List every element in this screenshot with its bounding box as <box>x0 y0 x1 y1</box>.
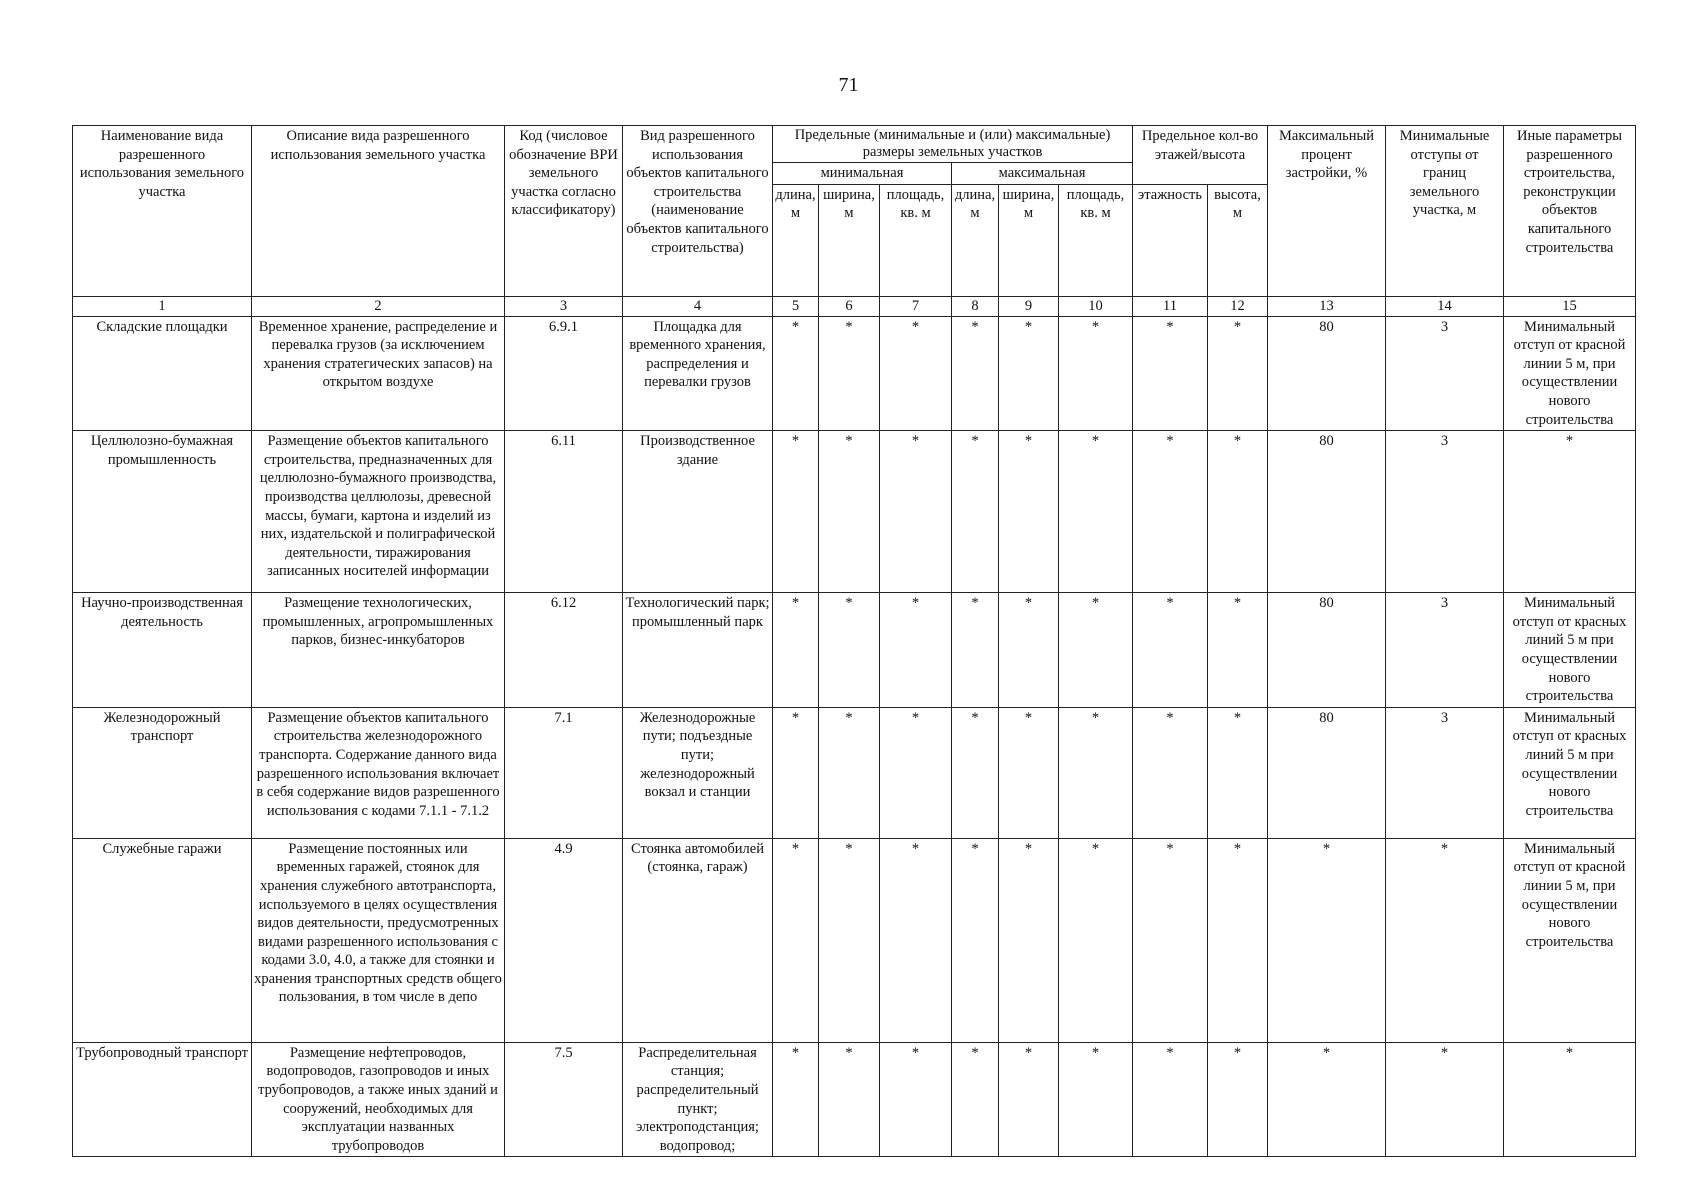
cell-other-params: Минимальный отступ от красной линии 5 м, при осуществлении нового строительства <box>1504 838 1636 1042</box>
cell-min-length: * <box>773 431 819 593</box>
cell-max-length: * <box>952 431 999 593</box>
cell-height: * <box>1208 431 1268 593</box>
cell-max-width: * <box>999 1042 1059 1157</box>
header-code: Код (числовое обозначение ВРИ земельного участка согласно классификатору) <box>505 126 623 297</box>
cell-name: Научно-производственная деятельность <box>73 593 252 708</box>
header-other-params: Иные параметры разрешенного строительства, реконструкции объектов капитального строительства <box>1504 126 1636 297</box>
cell-max-area: * <box>1059 431 1133 593</box>
cell-max-length: * <box>952 593 999 708</box>
cell-min-length: * <box>773 593 819 708</box>
column-number: 5 <box>773 296 819 316</box>
cell-other-params: Минимальный отступ от красной линии 5 м, при осуществлении нового строительства <box>1504 316 1636 431</box>
cell-max-percent: 80 <box>1268 431 1386 593</box>
header-row-1 <box>73 126 1636 163</box>
column-number: 14 <box>1386 296 1504 316</box>
cell-name: Железнодорожный транспорт <box>73 707 252 838</box>
cell-floors: * <box>1133 431 1208 593</box>
cell-max-area: * <box>1059 838 1133 1042</box>
cell-max-length: * <box>952 1042 999 1157</box>
cell-height: * <box>1208 838 1268 1042</box>
cell-min-width: * <box>819 838 880 1042</box>
cell-min-area: * <box>880 838 952 1042</box>
header-floors-height: Предельное кол-во этажей/высота <box>1133 126 1268 185</box>
cell-code: 4.9 <box>505 838 623 1042</box>
cell-floors: * <box>1133 1042 1208 1157</box>
cell-floors: * <box>1133 316 1208 431</box>
column-number-row <box>73 296 1636 316</box>
cell-name: Служебные гаражи <box>73 838 252 1042</box>
cell-code: 7.1 <box>505 707 623 838</box>
table-row <box>73 1042 1636 1157</box>
column-number: 1 <box>73 296 252 316</box>
header-object-type: Вид разрешенного использования объектов капитального строительства (наименование объектов капитального строительства) <box>623 126 773 297</box>
table-row <box>73 707 1636 838</box>
cell-min-width: * <box>819 1042 880 1157</box>
cell-name: Складские площадки <box>73 316 252 431</box>
cell-min-setback: * <box>1386 1042 1504 1157</box>
column-number: 9 <box>999 296 1059 316</box>
column-number: 11 <box>1133 296 1208 316</box>
header-min-length: длина, м <box>773 184 819 296</box>
page-number: 71 <box>838 74 859 96</box>
cell-min-length: * <box>773 316 819 431</box>
cell-floors: * <box>1133 593 1208 708</box>
cell-height: * <box>1208 707 1268 838</box>
cell-min-area: * <box>880 316 952 431</box>
column-number: 7 <box>880 296 952 316</box>
cell-max-percent: * <box>1268 1042 1386 1157</box>
cell-code: 7.5 <box>505 1042 623 1157</box>
cell-min-setback: * <box>1386 838 1504 1042</box>
cell-max-area: * <box>1059 593 1133 708</box>
cell-max-percent: 80 <box>1268 593 1386 708</box>
cell-min-length: * <box>773 838 819 1042</box>
column-number: 15 <box>1504 296 1636 316</box>
cell-code: 6.11 <box>505 431 623 593</box>
cell-max-percent: 80 <box>1268 707 1386 838</box>
cell-description: Размещение объектов капитального строительства железнодорожного транспорта. Содержание данного вида разрешенного использования включает в себя содержание видов разрешенного использования с кодами 7.1.1 - 7.1.2 <box>252 707 505 838</box>
cell-min-length: * <box>773 1042 819 1157</box>
cell-description: Размещение объектов капитального строительства, предназначенных для целлюлозно-бумажного производства, производства целлюлозы, древесной массы, бумаги, картона и изделий из них, издательской и полиграфической деятельности, тиражирования записанных носителей информации <box>252 431 505 593</box>
column-number: 2 <box>252 296 505 316</box>
header-name: Наименование вида разрешенного использования земельного участка <box>73 126 252 297</box>
cell-description: Размещение нефтепроводов, водопроводов, газопроводов и иных трубопроводов, а также иных зданий и сооружений, необходимых для эксплуатации названных трубопроводов <box>252 1042 505 1157</box>
cell-max-percent: * <box>1268 838 1386 1042</box>
column-number: 4 <box>623 296 773 316</box>
cell-height: * <box>1208 593 1268 708</box>
cell-max-width: * <box>999 707 1059 838</box>
header-max-length: длина, м <box>952 184 999 296</box>
header-min-setbacks: Минимальные отступы от границ земельного участка, м <box>1386 126 1504 297</box>
cell-min-width: * <box>819 707 880 838</box>
header-description: Описание вида разрешенного использования земельного участка <box>252 126 505 297</box>
cell-code: 6.12 <box>505 593 623 708</box>
cell-other-params: * <box>1504 1042 1636 1157</box>
cell-min-width: * <box>819 431 880 593</box>
cell-max-width: * <box>999 431 1059 593</box>
column-number: 3 <box>505 296 623 316</box>
cell-description: Размещение технологических, промышленных, агропромышленных парков, бизнес-инкубаторов <box>252 593 505 708</box>
cell-min-length: * <box>773 707 819 838</box>
header-minimal: минимальная <box>773 163 952 185</box>
cell-min-setback: 3 <box>1386 707 1504 838</box>
cell-other-params: Минимальный отступ от красных линий 5 м при осуществлении нового строительства <box>1504 707 1636 838</box>
land-use-table <box>72 125 1636 1157</box>
header-height: высота, м <box>1208 184 1268 296</box>
table-row <box>73 593 1636 708</box>
cell-max-area: * <box>1059 707 1133 838</box>
column-number: 13 <box>1268 296 1386 316</box>
header-max-area: площадь, кв. м <box>1059 184 1133 296</box>
cell-min-area: * <box>880 431 952 593</box>
cell-min-setback: 3 <box>1386 431 1504 593</box>
column-number: 8 <box>952 296 999 316</box>
header-max-width: ширина, м <box>999 184 1059 296</box>
column-number: 6 <box>819 296 880 316</box>
header-min-area: площадь, кв. м <box>880 184 952 296</box>
cell-description: Размещение постоянных или временных гаражей, стоянок для хранения служебного автотранспорта, используемого в целях осуществления видов деятельности, предусмотренных видами разрешенного использования с кодами 3.0, 4.0, а также для стоянки и хранения транспортных средств общего пользования, в том числе в депо <box>252 838 505 1042</box>
cell-objects: Производственное здание <box>623 431 773 593</box>
cell-min-width: * <box>819 316 880 431</box>
cell-height: * <box>1208 1042 1268 1157</box>
table-row <box>73 431 1636 593</box>
table-row <box>73 838 1636 1042</box>
column-number: 10 <box>1059 296 1133 316</box>
cell-max-area: * <box>1059 316 1133 431</box>
cell-min-setback: 3 <box>1386 593 1504 708</box>
cell-name: Целлюлозно-бумажная промышленность <box>73 431 252 593</box>
cell-min-setback: 3 <box>1386 316 1504 431</box>
cell-objects: Стоянка автомобилей (стоянка, гараж) <box>623 838 773 1042</box>
column-number: 12 <box>1208 296 1268 316</box>
cell-other-params: Минимальный отступ от красных линий 5 м при осуществлении нового строительства <box>1504 593 1636 708</box>
cell-max-width: * <box>999 593 1059 708</box>
cell-floors: * <box>1133 838 1208 1042</box>
cell-max-percent: 80 <box>1268 316 1386 431</box>
cell-code: 6.9.1 <box>505 316 623 431</box>
cell-floors: * <box>1133 707 1208 838</box>
header-plot-sizes: Предельные (минимальные и (или) максимальные) размеры земельных участков <box>773 126 1133 163</box>
cell-objects: Технологический парк; промышленный парк <box>623 593 773 708</box>
cell-height: * <box>1208 316 1268 431</box>
cell-description: Временное хранение, распределение и перевалка грузов (за исключением хранения стратегических запасов) на открытом воздухе <box>252 316 505 431</box>
cell-name: Трубопроводный транспорт <box>73 1042 252 1157</box>
cell-objects: Распределительная станция; распределительный пункт; электроподстанция; водопровод; <box>623 1042 773 1157</box>
cell-min-area: * <box>880 1042 952 1157</box>
cell-min-area: * <box>880 707 952 838</box>
header-maximal: максимальная <box>952 163 1133 185</box>
header-max-percent: Максимальный процент застройки, % <box>1268 126 1386 297</box>
table-row <box>73 316 1636 431</box>
cell-other-params: * <box>1504 431 1636 593</box>
cell-max-length: * <box>952 707 999 838</box>
cell-max-length: * <box>952 838 999 1042</box>
cell-objects: Площадка для временного хранения, распределения и перевалки грузов <box>623 316 773 431</box>
cell-max-width: * <box>999 316 1059 431</box>
header-floors: этажность <box>1133 184 1208 296</box>
cell-max-area: * <box>1059 1042 1133 1157</box>
cell-min-area: * <box>880 593 952 708</box>
cell-objects: Железнодорожные пути; подъездные пути; железнодорожный вокзал и станции <box>623 707 773 838</box>
cell-max-length: * <box>952 316 999 431</box>
header-min-width: ширина, м <box>819 184 880 296</box>
cell-max-width: * <box>999 838 1059 1042</box>
cell-min-width: * <box>819 593 880 708</box>
